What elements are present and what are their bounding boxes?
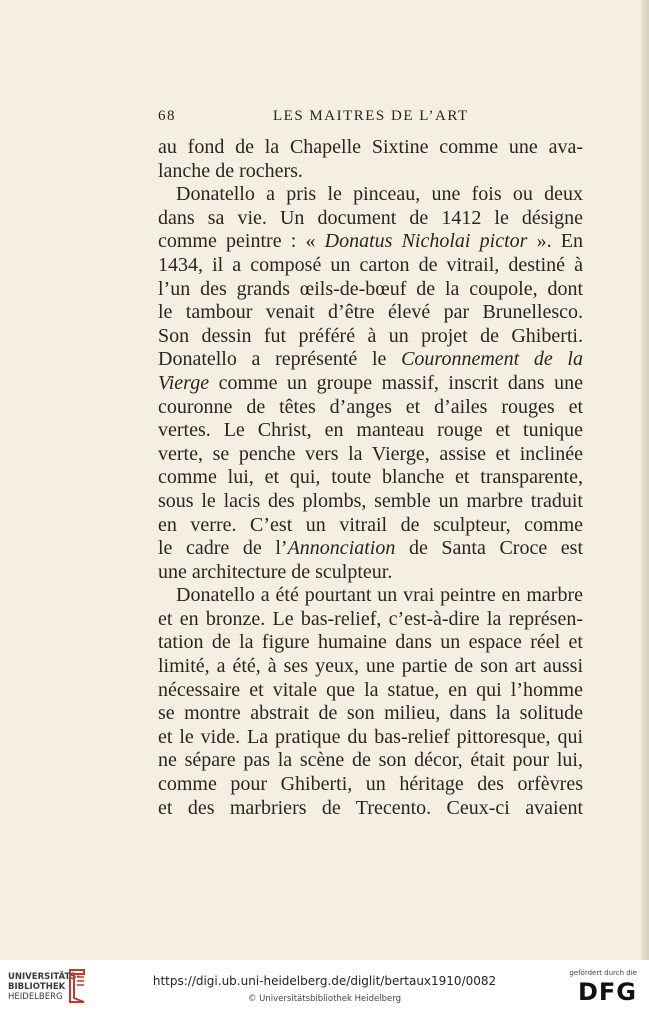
italic-title: Annonciation	[287, 537, 396, 560]
text-run: le cadre de l’	[158, 537, 288, 560]
text-run: Donatello a représenté le	[158, 348, 402, 371]
text-run: de Santa Croce est	[395, 537, 583, 560]
italic-title: Couronnement de la	[401, 348, 583, 371]
page-header	[158, 108, 583, 130]
text-line: et le vide. La pratique du bas-relief pittoresque, qui	[158, 725, 583, 748]
text-line: et des marbriers de Trecento. Ceux-ci avaient	[158, 796, 583, 819]
viewer-footer	[0, 960, 649, 1012]
text-line: limité, a été, à ses yeux, une partie de son art aussi	[158, 655, 583, 678]
funding-note: gefördert durch die	[569, 969, 637, 977]
text-line: ne sépare pas la scène de son décor, était pour lui,	[158, 749, 583, 772]
library-name-line: UNIVERSITÄTS-	[8, 972, 80, 982]
text-line	[158, 372, 583, 396]
text-line: couronne de têtes d’anges et d’ailes rouges et	[158, 395, 583, 418]
text-line: Donatello a été pourtant un vrai peintre en marbre	[176, 584, 583, 607]
text-line: se montre abstrait de son milieu, dans la solitude	[158, 702, 583, 725]
text-line: verte, se penche vers la Vierge, assise et inclinée	[158, 442, 583, 465]
text-run: comme peintre : «	[158, 230, 325, 253]
text-line: comme pour Ghiberti, un héritage des orfèvres	[158, 773, 583, 796]
text-line	[158, 230, 583, 254]
dfg-logo[interactable]: DFG	[577, 978, 637, 1006]
text-line: vertes. Le Christ, en manteau rouge et tunique	[158, 419, 583, 442]
text-run: ». En	[527, 230, 583, 253]
body-text	[158, 136, 583, 820]
copyright-notice: © Universitätsbibliothek Heidelberg	[247, 994, 401, 1004]
permalink-url[interactable]: https://digi.ub.uni-heidelberg.de/diglit/bertaux1910/0082	[152, 974, 497, 988]
text-line: nécessaire et vitale que la statue, en qui l’homme	[158, 678, 583, 701]
text-line: le tambour venait d’être élevé par Brunellesco.	[158, 301, 583, 324]
text-line: Donatello a pris le pinceau, une fois ou deux	[176, 183, 583, 206]
italic-citation: Donatus Nicholai pictor	[324, 230, 528, 253]
text-run: comme un groupe massif, inscrit dans une	[209, 371, 583, 394]
page-edge	[641, 0, 649, 960]
library-name-line: BIBLIOTHEK	[8, 982, 66, 992]
text-line: tation de la figure humaine dans un espace réel et	[158, 631, 583, 654]
text-line	[158, 537, 583, 561]
text-line: sous le lacis des plombs, semble un marbre traduit	[158, 489, 583, 512]
text-line: au fond de la Chapelle Sixtine comme une ava-	[158, 136, 583, 158]
text-line: en verre. C’est un vitrail de sculpteur, comme	[158, 513, 583, 536]
page-number: 68	[158, 108, 176, 124]
text-line: et en bronze. Le bas-relief, c’est-à-dire la représen-	[158, 607, 583, 630]
library-name-line: HEIDELBERG	[8, 992, 63, 1002]
text-line: comme lui, et qui, toute blanche et transparente,	[158, 466, 583, 489]
text-line: lanche de rochers.	[158, 159, 303, 182]
text-line: l’un des grands œils-de-bœuf de la coupole, dont	[158, 277, 583, 300]
text-line	[158, 348, 583, 372]
italic-title: Vierge	[158, 371, 210, 394]
text-line: 1434, il a composé un carton de vitrail, destiné à	[158, 253, 583, 276]
text-line: Son dessin fut préféré à un projet de Ghiberti.	[158, 324, 583, 347]
text-line: dans sa vie. Un document de 1412 le désigne	[158, 206, 583, 229]
text-line: une architecture de sculpteur.	[158, 560, 393, 583]
running-title: LES MAITRES DE L’ART	[273, 108, 469, 124]
